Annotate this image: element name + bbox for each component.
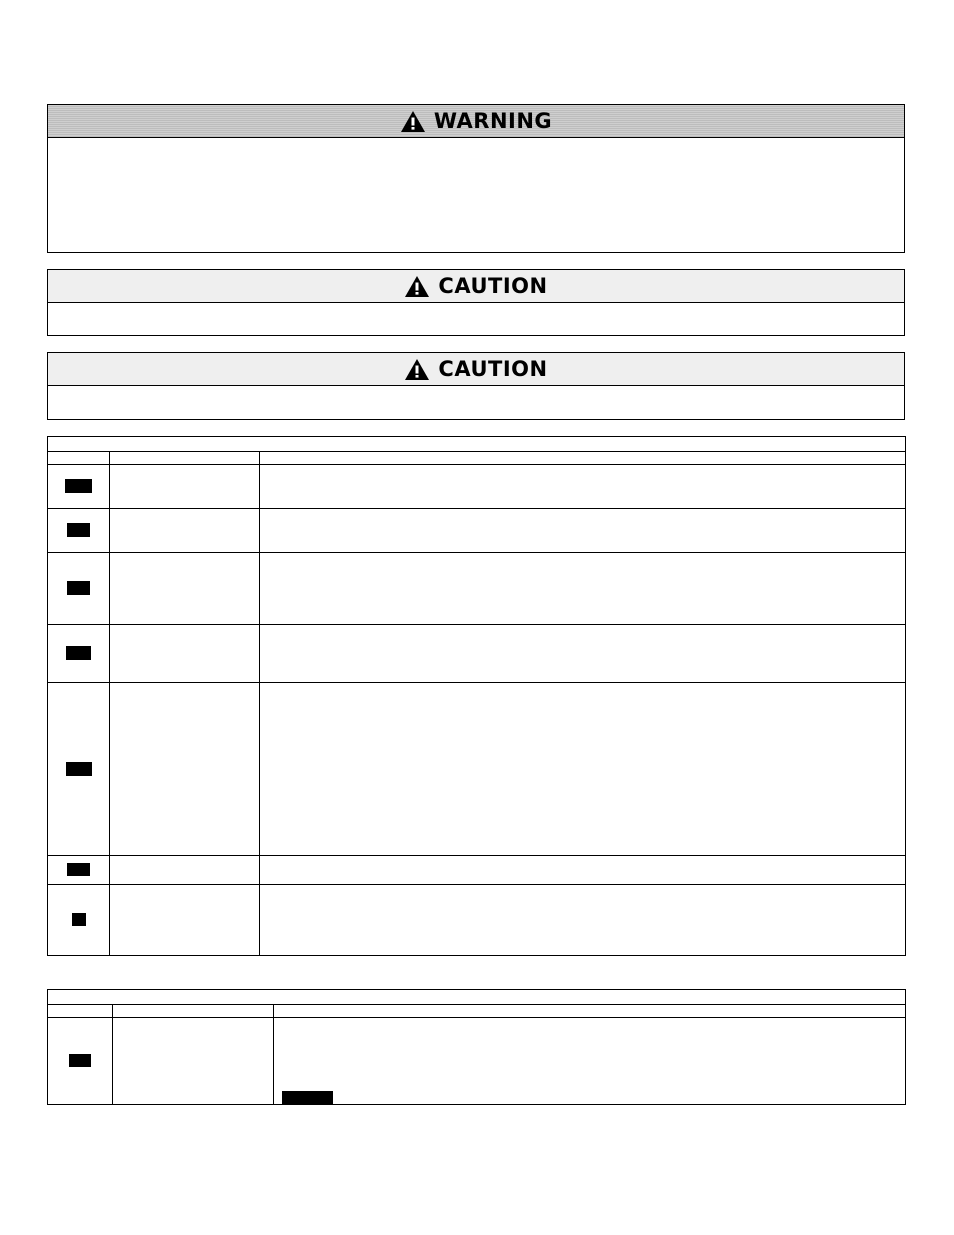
table-row — [48, 683, 906, 856]
code-indicator — [66, 646, 91, 660]
warning-header — [48, 105, 904, 138]
code-indicator — [65, 479, 92, 493]
warning-title: WARNING — [433, 109, 553, 133]
warning-triangle-icon — [400, 110, 426, 133]
table-row — [48, 885, 906, 956]
warning-triangle-icon — [404, 275, 430, 298]
table-row — [48, 625, 906, 683]
table-row — [48, 1018, 906, 1105]
table-caption-row — [48, 437, 906, 452]
caution-title-2: CAUTION — [438, 357, 548, 381]
code-table-1 — [47, 436, 906, 956]
code-indicator — [72, 913, 86, 926]
table-row — [48, 856, 906, 885]
table-row — [48, 509, 906, 553]
warning-triangle-icon — [404, 358, 430, 381]
code-indicator — [67, 581, 90, 595]
code-indicator — [66, 762, 92, 776]
warning-box — [47, 104, 905, 253]
caution-box-2 — [47, 352, 905, 420]
caution-header-1 — [48, 270, 904, 303]
code-indicator — [67, 523, 90, 537]
table-row — [48, 553, 906, 625]
code-table-2 — [47, 989, 906, 1105]
highlight-bar — [282, 1091, 333, 1104]
table-row — [48, 465, 906, 509]
table-caption-row — [48, 990, 906, 1005]
caution-title-1: CAUTION — [438, 274, 548, 298]
code-indicator — [67, 863, 90, 876]
caution-box-1 — [47, 269, 905, 336]
caution-header-2 — [48, 353, 904, 386]
table-header-row — [48, 1005, 906, 1018]
code-indicator — [69, 1054, 91, 1067]
table-header-row — [48, 452, 906, 465]
